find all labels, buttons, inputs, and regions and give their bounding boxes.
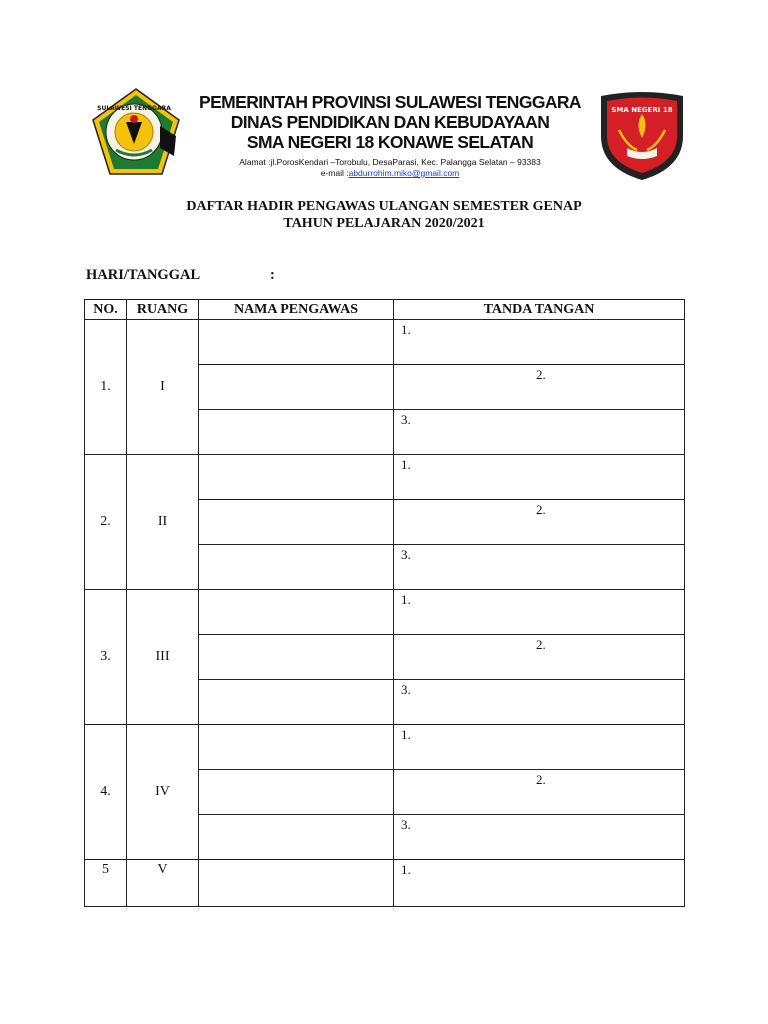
letterhead-line-3: SMA NEGERI 18 KONAWE SELATAN bbox=[246, 132, 534, 152]
document-subtitle: TAHUN PELAJARAN 2020/2021 bbox=[283, 216, 485, 231]
cell-nama-pengawas[interactable] bbox=[199, 500, 394, 545]
attendance-table bbox=[84, 299, 685, 907]
sig-number: 2. bbox=[536, 637, 546, 652]
cell-ruang: IV bbox=[127, 725, 199, 860]
cell-ruang: II bbox=[127, 455, 199, 590]
sig-number: 3. bbox=[401, 547, 411, 562]
cell-nama-pengawas[interactable] bbox=[199, 320, 394, 365]
cell-tanda-tangan[interactable] bbox=[394, 500, 685, 545]
cell-tanda-tangan[interactable] bbox=[394, 545, 685, 590]
cell-nama-pengawas[interactable] bbox=[199, 815, 394, 860]
sig-number: 1. bbox=[401, 727, 411, 742]
sig-number: 1. bbox=[401, 862, 411, 877]
cell-nama-pengawas[interactable] bbox=[199, 545, 394, 590]
cell-tanda-tangan[interactable] bbox=[394, 770, 685, 815]
logo-right-text: SMA NEGERI 18 bbox=[611, 106, 673, 114]
letterhead-line-1: PEMERINTAH PROVINSI SULAWESI TENGGARA bbox=[199, 92, 581, 112]
cell-nama-pengawas[interactable] bbox=[199, 455, 394, 500]
cell-nama-pengawas[interactable] bbox=[199, 635, 394, 680]
sma-negeri-18-shield-icon bbox=[597, 90, 687, 182]
cell-ruang: III bbox=[127, 590, 199, 725]
table-header-row bbox=[85, 300, 685, 320]
header-no: NO. bbox=[85, 300, 127, 320]
cell-no: 1. bbox=[85, 320, 127, 455]
header-ruang: RUANG bbox=[127, 300, 199, 320]
table-row bbox=[85, 455, 685, 500]
cell-tanda-tangan[interactable] bbox=[394, 455, 685, 500]
cell-no: 2. bbox=[85, 455, 127, 590]
letterhead-address: Alamat :jl.PorosKendari –Torobulu, DesaParasi, Kec. Palangga Selatan – 93383 bbox=[239, 157, 541, 167]
table-row bbox=[85, 860, 685, 907]
cell-no: 5 bbox=[85, 860, 127, 907]
sig-number: 1. bbox=[401, 592, 411, 607]
cell-ruang: V bbox=[127, 860, 199, 907]
sig-number: 2. bbox=[536, 502, 546, 517]
cell-nama-pengawas[interactable] bbox=[199, 725, 394, 770]
email-label: e-mail : bbox=[320, 168, 349, 178]
cell-nama-pengawas[interactable] bbox=[199, 680, 394, 725]
cell-no: 4. bbox=[85, 725, 127, 860]
cell-tanda-tangan[interactable] bbox=[394, 320, 685, 365]
sig-number: 3. bbox=[401, 817, 411, 832]
sig-number: 1. bbox=[401, 457, 411, 472]
cell-tanda-tangan[interactable] bbox=[394, 680, 685, 725]
logo-left-text: SULAWESI TENGGARA bbox=[97, 105, 171, 112]
hari-tanggal-colon: : bbox=[270, 267, 275, 283]
cell-tanda-tangan[interactable] bbox=[394, 815, 685, 860]
email-link[interactable]: abdurrohim.miko@gmail.com bbox=[348, 168, 460, 178]
cell-nama-pengawas[interactable] bbox=[199, 590, 394, 635]
cell-nama-pengawas[interactable] bbox=[199, 860, 394, 907]
sig-number: 3. bbox=[401, 682, 411, 697]
table-row bbox=[85, 725, 685, 770]
header-tanda-tangan: TANDA TANGAN bbox=[394, 300, 685, 320]
table-row bbox=[85, 320, 685, 365]
cell-nama-pengawas[interactable] bbox=[199, 770, 394, 815]
cell-tanda-tangan[interactable] bbox=[394, 725, 685, 770]
sig-number: 2. bbox=[536, 772, 546, 787]
cell-tanda-tangan[interactable] bbox=[394, 590, 685, 635]
sulawesi-tenggara-emblem-icon bbox=[90, 86, 182, 178]
sig-number: 2. bbox=[536, 367, 546, 382]
cell-ruang: I bbox=[127, 320, 199, 455]
letterhead bbox=[190, 92, 590, 179]
sig-number: 3. bbox=[401, 412, 411, 427]
cell-nama-pengawas[interactable] bbox=[199, 365, 394, 410]
table-row bbox=[85, 590, 685, 635]
cell-tanda-tangan[interactable] bbox=[394, 410, 685, 455]
cell-tanda-tangan[interactable] bbox=[394, 365, 685, 410]
letterhead-email-line bbox=[190, 168, 590, 179]
header-nama-pengawas: NAMA PENGAWAS bbox=[199, 300, 394, 320]
sig-number: 1. bbox=[401, 322, 411, 337]
document-title: DAFTAR HADIR PENGAWAS ULANGAN SEMESTER GENAP bbox=[186, 199, 582, 214]
hari-tanggal-label: HARI/TANGGAL bbox=[86, 267, 201, 283]
cell-nama-pengawas[interactable] bbox=[199, 410, 394, 455]
cell-no: 3. bbox=[85, 590, 127, 725]
cell-tanda-tangan[interactable] bbox=[394, 860, 685, 907]
letterhead-line-2: DINAS PENDIDIKAN DAN KEBUDAYAAN bbox=[230, 112, 550, 132]
cell-tanda-tangan[interactable] bbox=[394, 635, 685, 680]
